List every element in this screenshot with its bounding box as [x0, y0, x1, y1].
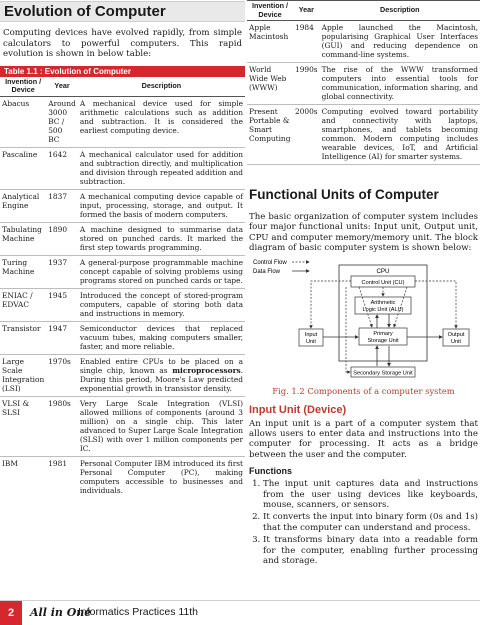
device-cell: Apple Macintosh [247, 21, 293, 63]
table-header-row [0, 77, 245, 97]
year-cell: 1945 [46, 288, 78, 321]
year-cell: 1970s [46, 354, 78, 396]
device-cell: Pascaline [0, 147, 46, 189]
intro-paragraph: Computing devices have evolved rapidly, from simple calculators to powerful computers. This rapid evolution is shown in below table: [3, 28, 242, 60]
secondary-storage-label: Secondary Storage Unit [353, 370, 413, 377]
input-unit-label-line1: Input [304, 331, 318, 338]
control-flow-to-secondary [346, 287, 350, 372]
year-cell: 1937 [46, 255, 78, 288]
functions-list [247, 476, 480, 566]
page-number: 2 [0, 601, 22, 625]
alu-label-line1: Arithmetic [370, 299, 396, 306]
device-cell: ENIAC / EDVAC [0, 288, 46, 321]
primary-storage-label-line2: Storage Unit [367, 337, 399, 344]
device-cell: Tabulating Machine [0, 222, 46, 255]
table-row [247, 63, 480, 105]
description-cell: A mechanical device used for simple arithmetic calculations such as addition and subtraction. It is considered the earliest computing device. [78, 96, 245, 147]
device-cell: Transistor [0, 321, 46, 354]
device-cell: Turing Machine [0, 255, 46, 288]
list-item: 1. The input unit captures data and instructions from the user using devices like keyboards, mouse, scanners, or sensors. [263, 479, 478, 510]
functions-heading: Functions [249, 466, 292, 477]
page-footer [0, 600, 480, 625]
table-header: Invention / Device [247, 1, 293, 21]
table-header: Description [320, 1, 480, 21]
control-flow-to-input [311, 281, 351, 328]
year-cell: 1984 [293, 21, 320, 63]
device-cell: Abacus [0, 96, 46, 147]
table-header: Invention / Device [0, 77, 46, 97]
description-text: Enabled entire CPUs to be placed on a single chip, known as [79, 356, 243, 375]
table-row [0, 288, 245, 321]
evolution-table-continued [247, 0, 480, 165]
year-cell: 1981 [48, 458, 68, 468]
functional-units-paragraph: The basic organization of computer system includes four major functional units: Input unit, Output unit, CPU and computer memory/memory unit. The block diagram of basic computer system is shown below: [249, 212, 478, 254]
device-cell: IBM [2, 458, 18, 468]
legend-data-label: Data Flow [253, 268, 281, 275]
table-row [0, 354, 245, 396]
alu-label-line2: Logic Unit (ALU) [362, 306, 404, 313]
table-row [0, 321, 245, 354]
device-cell: Large Scale Integration (LSI) [0, 354, 46, 396]
table-row [0, 456, 245, 498]
output-unit-label-line1: Output [447, 331, 465, 338]
legend-control-label: Control Flow [253, 259, 287, 266]
output-unit-label-line2: Unit [451, 338, 461, 345]
block-diagram-svg [247, 256, 480, 384]
figure-caption: Fig. 1.2 Components of a computer system [272, 385, 455, 396]
description-cell: Personal Computer IBM introduced its first Personal Computer (PC), making computers accessible to businesses and individuals. [79, 458, 243, 495]
left-column [0, 0, 245, 498]
description-cell [78, 354, 245, 396]
input-unit-heading: Input Unit (Device) [249, 403, 347, 416]
table-header: Description [78, 77, 245, 97]
cpu-label: CPU [376, 267, 390, 275]
description-cell: A mechanical computing device capable of input, processing, storage, and output. It formed the basis of modern computers. [78, 189, 245, 222]
table-row [247, 105, 480, 165]
table-row [0, 396, 245, 456]
table-row [247, 21, 480, 63]
input-unit-paragraph: An input unit is a part of a computer system that allows users to enter data and instructions into the computer for processing. It acts as a bridge between the user and the computer. [249, 418, 478, 460]
description-cell: A machine designed to summarise data stored on punched cards. It marked the first step towards programming. [78, 222, 245, 255]
description-cell: Introduced the concept of stored-program computers, capable of storing both data and instructions in memory. [78, 288, 245, 321]
primary-storage-label-line1: Primary [373, 330, 393, 337]
year-cell: Around 3000 BC / 500 BC [46, 96, 78, 147]
functional-units-heading: Functional Units of Computer [249, 187, 439, 202]
evolution-table [0, 77, 245, 498]
year-cell: 1990s [293, 63, 320, 105]
device-cell: World Wide Web (WWW) [247, 63, 293, 105]
list-item: 3. It transforms binary data into a readable form for the computer, enabling further processing and storage. [263, 535, 478, 566]
list-item: 2. It converts the input into binary form (0s and 1s) that the computer can understand and process. [263, 512, 478, 533]
description-cell: The rise of the WWW transformed computers into essential tools for communication, information sharing, and global connectivity. [320, 63, 480, 105]
brand-logo: All in One [30, 606, 92, 619]
year-cell: 1890 [46, 222, 78, 255]
description-cell: Apple launched the Macintosh, popularising Graphical User Interfaces (GUI) and reducing dependence on command-line systems. [320, 21, 480, 63]
year-cell: 2000s [293, 105, 320, 165]
year-cell: 1980s [46, 396, 78, 456]
table-caption: Table 1.1 : Evolution of Computer [0, 66, 245, 77]
right-column [247, 0, 480, 569]
table-row [0, 147, 245, 189]
year-cell: 1642 [46, 147, 78, 189]
device-cell: Analytical Engine [0, 189, 46, 222]
year-cell: 1947 [46, 321, 78, 354]
description-cell: Semiconductor devices that replaced vacuum tubes, making computers smaller, faster, and more reliable. [78, 321, 245, 354]
book-title: Informatics Practices 11th [78, 606, 199, 618]
control-unit-label: Control Unit (CU) [361, 279, 405, 286]
input-unit-label-line2: Unit [306, 338, 316, 345]
device-cell: Present Portable & Smart Computing [247, 105, 293, 165]
block-diagram [247, 256, 480, 384]
device-cell: VLSI & SLSI [0, 396, 46, 456]
table-row [0, 255, 245, 288]
description-cell: A mechanical calculator used for addition and subtraction directly, and multiplication and division through repeated addition and subtraction. [78, 147, 245, 189]
table-row [0, 222, 245, 255]
description-cell: Very Large Scale Integration (VLSI) allowed millions of components (around 3 million) on a single chip. This later advanced to Super Large Scale Integration (SLSI) with over 1 million components per IC. [78, 396, 245, 456]
section-title: Evolution of Computer [0, 1, 245, 22]
description-text: . During this period, Moore's Law predicted exponential growth in transistor density. [79, 365, 243, 393]
description-cell: Computing evolved toward portability and connectivity with laptops, smartphones, and tablets becoming common. Modern computing includes wearable devices, IoT, and Artificial Intelligence (AI) for smarter systems. [320, 105, 480, 165]
table-header: Year [293, 1, 320, 21]
control-flow-to-output [415, 281, 456, 328]
table-header: Year [46, 77, 78, 97]
table-header-row [247, 1, 480, 21]
table-row [0, 189, 245, 222]
description-cell: A general-purpose programmable machine concept capable of solving problems using programs stored on punched cards or tape. [78, 255, 245, 288]
table-row [0, 96, 245, 147]
year-cell: 1837 [46, 189, 78, 222]
description-bold: microprocessors [172, 365, 241, 375]
